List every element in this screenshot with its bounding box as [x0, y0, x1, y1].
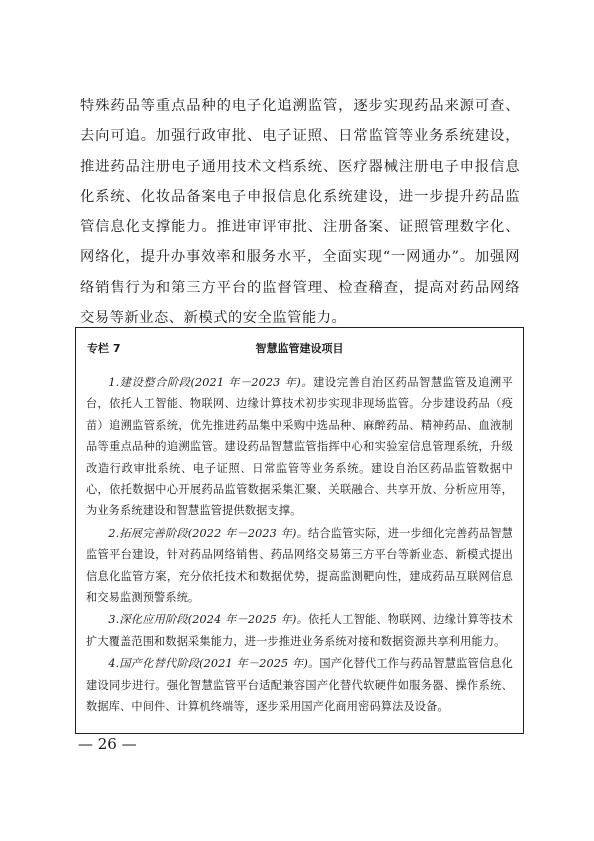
item-text: 依托人工智能、物联网、边缘计算等技术扩大覆盖范围和数据采集能力，进一步推进业务系统对接和数据资源共享利用能力。 — [86, 613, 513, 648]
item-text: 国产化替代工作与药品智慧监管信息化建设同步进行。强化智慧监管平台适配兼容国产化替代软硬件如服务器、操作系统、数据库、中间件、计算机终端等，逐步采用国产化商用密码算法及设备。 — [86, 657, 513, 714]
list-item — [86, 653, 513, 717]
list-item — [86, 523, 513, 609]
item-stage: 2.拓展完善阶段(2022 年－2023 年)。 — [108, 526, 309, 540]
feature-box-title: 智慧监管建设项目 — [255, 342, 344, 355]
feature-box-tag: 专栏 7 — [87, 342, 121, 355]
item-stage: 3.深化应用阶段(2024 年－2025 年)。 — [108, 613, 309, 627]
intro-paragraph: 特殊药品等重点品种的电子化追溯监管，逐步实现药品来源可查、去向可追。加强行政审批、电子证照、日常监管等业务系统建设，推进药品注册电子通用技术文档系统、医疗器械注册电子申报信息化系统、化妆品备案电子申报信息化系统建设，进一步提升药品监管信息化支撑能力。推进审评审批、注册备案、证照管理数字化、网络化，提升办事效率和服务水平，全面实现“一网通办”。加强网络销售行为和第三方平台的监督管理、检查稽查，提高对药品网络交易等新业态、新模式的安全监管能力。 — [80, 98, 520, 327]
page-number: — 26 — — [78, 735, 137, 753]
feature-box-body — [86, 372, 513, 719]
item-text: 建设完善自治区药品智慧监管及追溯平台，依托人工智能、物联网、边缘计算技术初步实现非现场监管。分步建设药品（疫苗）追溯监管系统，优先推进药品集中采购中选品种、麻醉药品、精神药品、血液制品等重点品种的追溯监管。建设药品智慧监管指挥中心和实验室信息管理系统，升级改造行政审批系统、电子证照、日常监管等业务系统。建设自治区药品监管数据中心，依托数据中心开展药品监管数据采集汇聚、关联融合、共享开放、分析应用等，为业务系统建设和智慧监管提供数据支撑。 — [86, 376, 513, 518]
item-stage: 1.建设整合阶段(2021 年－2023 年)。 — [108, 376, 314, 389]
feature-box — [75, 327, 524, 734]
feature-box-header — [84, 336, 515, 360]
list-item — [86, 609, 513, 652]
item-text: 结合监管实际，进一步细化完善药品智慧监管平台建设，针对药品网络销售、药品网络交易第三方平台等新业态、新模式提出信息化监管方案，充分依托技术和数据优势，提高监测靶向性，建成药品互联网信息和交易监测预警系统。 — [86, 526, 513, 605]
list-item — [86, 372, 513, 522]
item-stage: 4.国产化替代阶段(2021 年－2025 年)。 — [108, 657, 320, 671]
